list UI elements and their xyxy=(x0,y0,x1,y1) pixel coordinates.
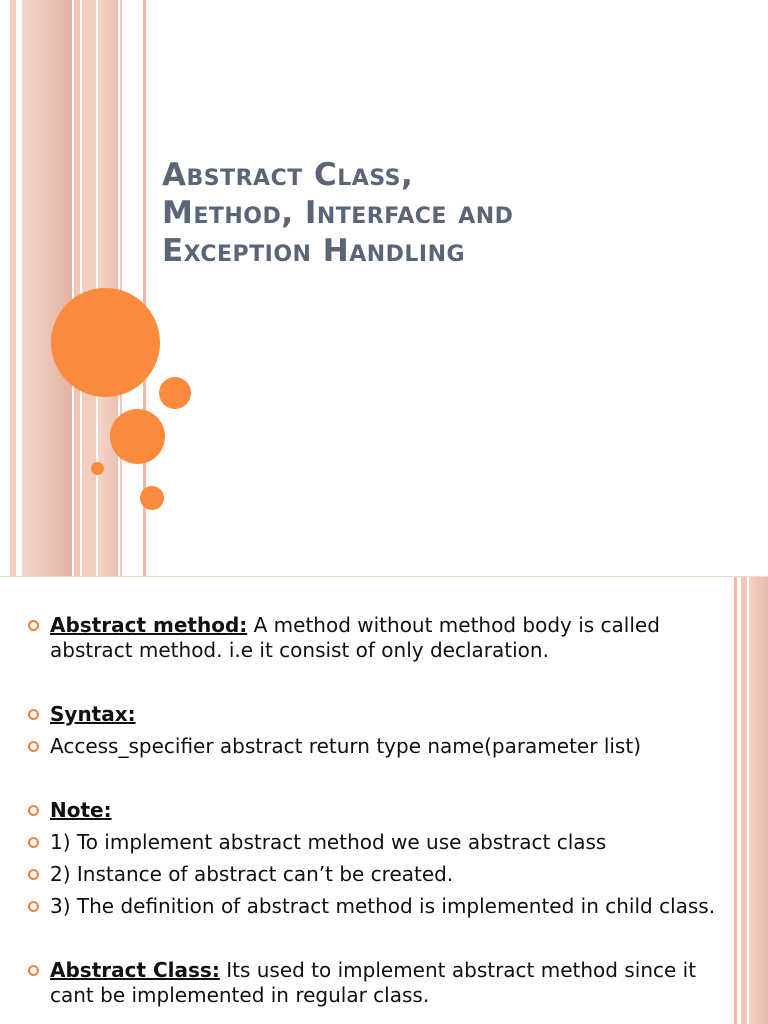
title-line-3: Exception Handling xyxy=(162,233,466,269)
bullet-circle-icon xyxy=(28,869,39,880)
small-circle xyxy=(159,377,191,409)
small-circle-2 xyxy=(140,486,164,510)
bullet-circle-icon xyxy=(28,741,39,752)
bullet-circle-icon xyxy=(28,805,39,816)
bullet-list xyxy=(28,613,718,1008)
list-item: Abstract method: A method without method body is called abstract method. i.e it consist of only declaration. xyxy=(28,613,718,663)
bullet-circle-icon xyxy=(28,965,39,976)
bullet-circle-icon xyxy=(28,620,39,631)
bullet-circle-icon xyxy=(28,837,39,848)
list-item: 3) The definition of abstract method is implemented in child class. xyxy=(28,894,718,919)
tiny-circle xyxy=(91,462,104,475)
slide-title xyxy=(162,156,722,270)
content-slide xyxy=(0,576,768,1024)
bullet-circle-icon xyxy=(28,901,39,912)
list-item: 1) To implement abstract method we use abstract class xyxy=(28,830,718,855)
list-item: Note: xyxy=(28,798,718,823)
list-item: Syntax: xyxy=(28,702,718,727)
title-line-2: Method, Interface and xyxy=(162,195,514,231)
bullet-circle-icon xyxy=(28,709,39,720)
medium-circle xyxy=(110,409,165,464)
title-line-1: Abstract Class, xyxy=(162,157,414,193)
large-circle xyxy=(51,288,160,397)
list-item: Access_specifier abstract return type name(parameter list) xyxy=(28,734,718,759)
list-item: 2) Instance of abstract can’t be created. xyxy=(28,862,718,887)
list-item: Abstract Class: Its used to implement abstract method since it cant be implemented in regular class. xyxy=(28,958,718,1008)
